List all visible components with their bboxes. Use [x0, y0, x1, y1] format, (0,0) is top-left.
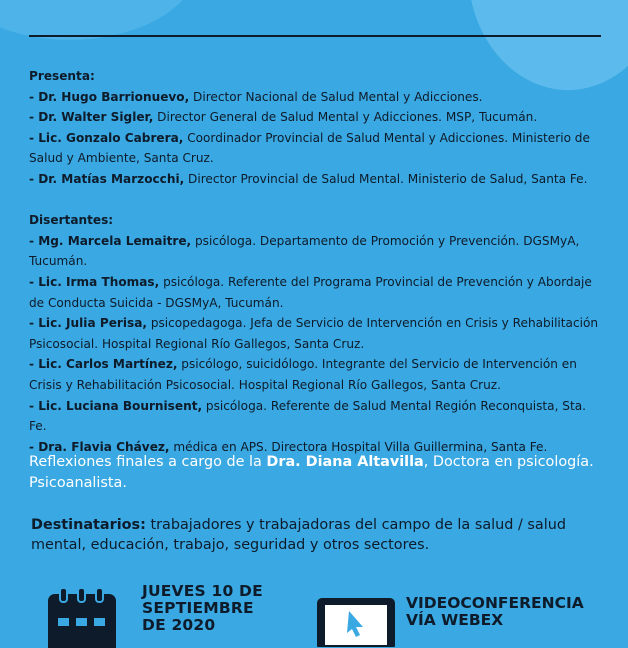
speaker-desc: médica en APS. Directora Hospital Villa Guillermina, Santa Fe. — [169, 439, 548, 454]
presenta-heading: Presenta: — [29, 69, 95, 83]
speaker-desc: Director Provincial de Salud Mental. Ministerio de Salud, Santa Fe. — [184, 171, 588, 186]
audience-label: Destinatarios: — [31, 517, 146, 533]
speaker-name: - Lic. Carlos Martínez, — [29, 357, 178, 372]
speaker-desc: psicóloga. Departamento de Promoción y Prevención. DGSMyA, Tucumán. — [29, 233, 580, 269]
speaker-name: - Dra. Flavia Chávez, — [29, 439, 170, 454]
spacer — [29, 190, 605, 211]
disertantes-list — [29, 231, 605, 458]
date-line: JUEVES 10 DE — [142, 582, 263, 600]
audience-section — [31, 515, 611, 555]
speaker-desc: psicóloga. Referente del Programa Provincial de Prevención y Abordaje de Conducta Suicida - DGSMyA, Tucumán. — [29, 274, 592, 310]
presenta-list — [29, 87, 605, 190]
closing-suffix: , Doctora en psicología. Psicoanalista. — [29, 454, 594, 491]
speaker-desc: Director General de Salud Mental y Adicciones. MSP, Tucumán. — [153, 110, 538, 125]
closing-prefix: Reflexiones finales a cargo de la — [29, 454, 267, 470]
format-line: VIDEOCONFERENCIA — [406, 594, 584, 612]
list-item — [29, 396, 605, 437]
speakers-section — [29, 66, 605, 457]
event-date — [142, 583, 292, 634]
speaker-name: - Lic. Gonzalo Cabrera, — [29, 130, 184, 145]
audience-text: trabajadores y trabajadoras del campo de la salud / salud mental, educación, trabajo, seguridad y otros sectores. — [31, 517, 566, 553]
speaker-name: - Lic. Luciana Bournisent, — [29, 398, 203, 413]
monitor-cursor-icon — [316, 597, 396, 647]
speaker-name: - Lic. Julia Perisa, — [29, 316, 147, 331]
divider-line — [29, 35, 601, 37]
speaker-name: - Lic. Irma Thomas, — [29, 274, 160, 289]
speaker-name: - Dr. Walter Sigler, — [29, 110, 154, 125]
speaker-name: - Dr. Hugo Barrionuevo, — [29, 89, 190, 104]
speaker-desc: Coordinador Provincial de Salud Mental y Adicciones. Ministerio de Salud y Ambiente, Santa Cruz. — [29, 130, 590, 166]
list-item — [29, 169, 605, 190]
list-item — [29, 107, 605, 128]
list-item — [29, 231, 605, 272]
speaker-desc: psicóloga. Referente de Salud Mental Región Reconquista, Sta. Fe. — [29, 398, 586, 434]
date-line: DE 2020 — [142, 616, 216, 634]
event-format — [406, 595, 626, 629]
closing-speaker-name: Dra. Diana Altavilla — [266, 454, 424, 470]
background-shape — [0, 0, 200, 40]
list-item — [29, 87, 605, 108]
date-line: SEPTIEMBRE — [142, 599, 254, 617]
list-item — [29, 354, 605, 395]
speaker-desc: psicopedagoga. Jefa de Servicio de Intervención en Crisis y Rehabilitación Psicosocial. Hospital Regional Río Gallegos, Santa Cruz. — [29, 316, 599, 351]
disertantes-heading: Disertantes: — [29, 213, 114, 228]
speaker-name: - Mg. Marcela Lemaitre, — [29, 233, 192, 248]
format-line: VÍA WEBEX — [406, 611, 504, 629]
speaker-desc: psicólogo, suicidólogo. Integrante del Servicio de Intervención en Crisis y Rehabilitación Psicosocial. Hospital Regional Río Gallegos, Santa Cruz. — [29, 357, 577, 392]
list-item — [29, 272, 605, 313]
list-item — [29, 313, 605, 354]
speaker-desc: Director Nacional de Salud Mental y Adicciones. — [189, 89, 483, 104]
speaker-name: - Dr. Matías Marzocchi, — [29, 171, 185, 186]
closing-remarks — [29, 452, 619, 494]
list-item — [29, 128, 605, 169]
calendar-icon — [46, 588, 118, 648]
